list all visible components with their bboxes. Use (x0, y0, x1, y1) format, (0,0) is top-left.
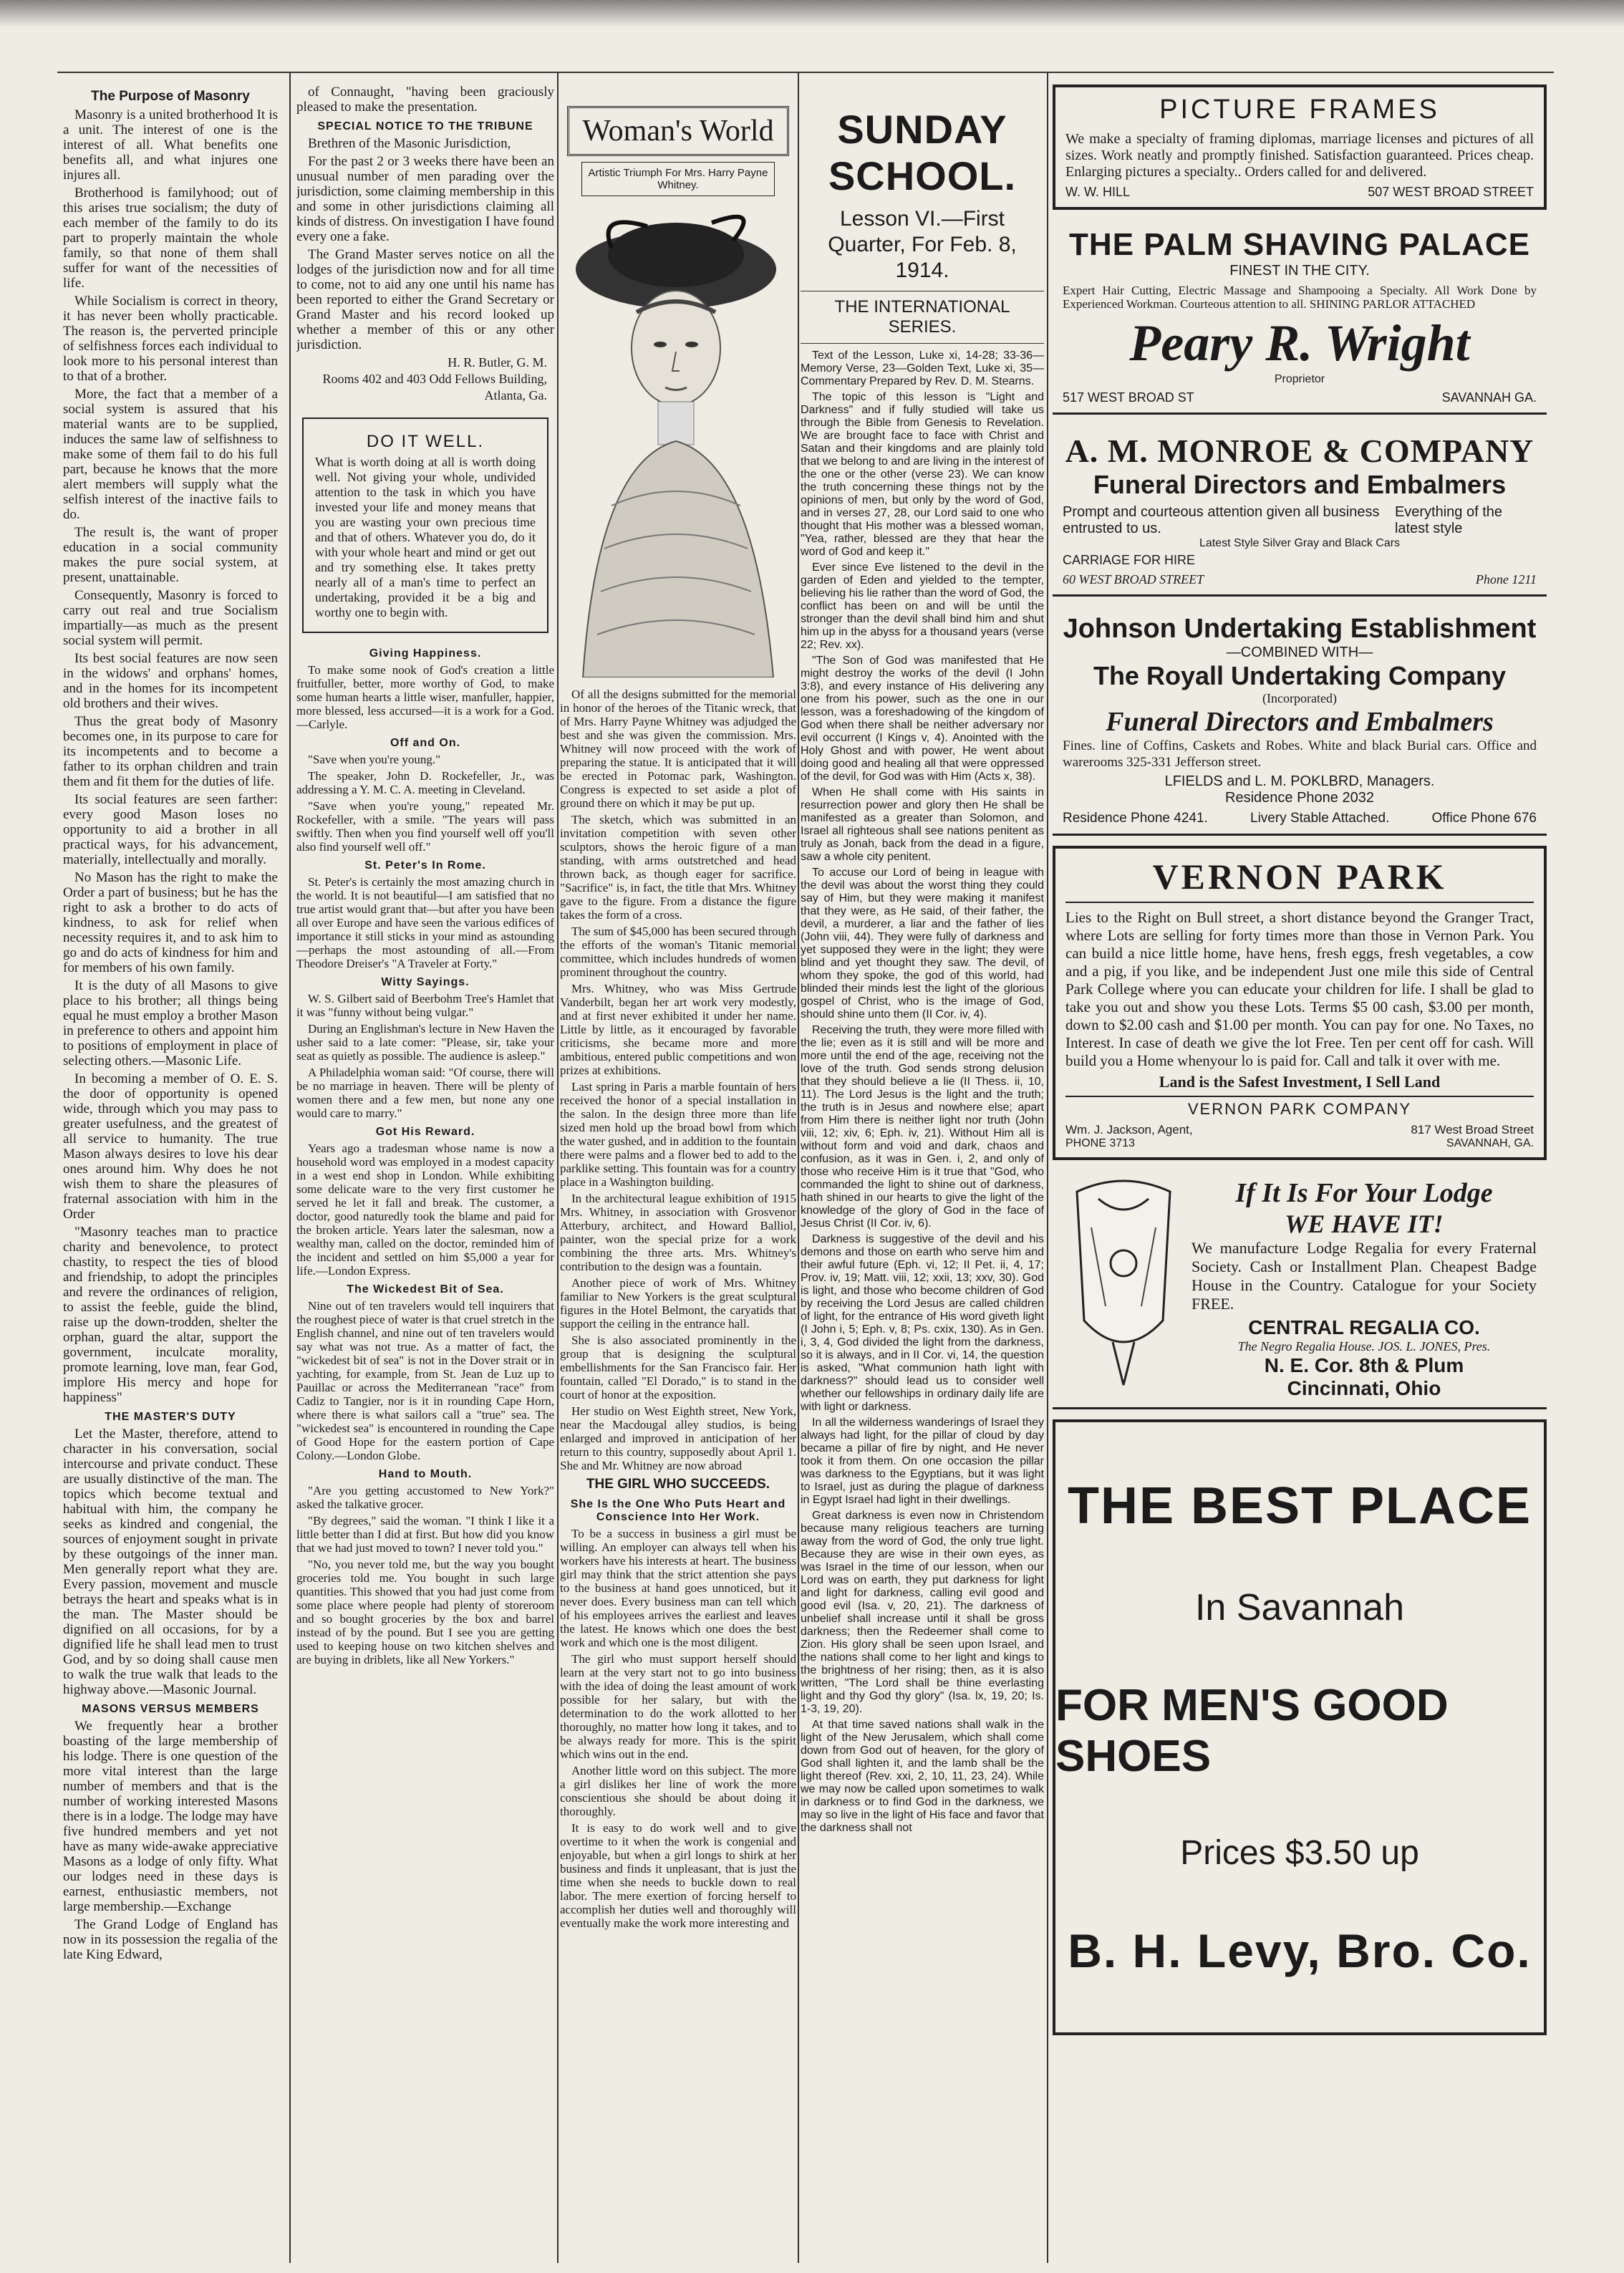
ad-subtitle: Funeral Directors and Embalmers (1106, 707, 1494, 737)
ad-title: PICTURE FRAMES (1159, 95, 1440, 125)
article-body (296, 136, 554, 352)
ad-name: W. W. HILL (1065, 185, 1131, 199)
ad-title: A. M. MONROE & COMPANY (1065, 433, 1534, 469)
ad-text: Latest Style Silver Gray and Black Cars (1199, 537, 1401, 549)
article-body (63, 107, 278, 1405)
vernon-park-ad (1053, 846, 1547, 1160)
article-paragraph: Its social features are seen farther: every good Mason loses no opportunity to aid a brother in all practical ways, for his advancement, materially, intellectually and morally. (63, 792, 278, 867)
ad-tagline: FINEST IN THE CITY. (1229, 263, 1370, 279)
ad-city: Cincinnati, Ohio (1287, 1377, 1441, 1399)
article-paragraph: Ever since Eve listened to the devil in the garden of Eden and yielded to the tempter, believing his lie rather than the word of God, the conflict has been on and will be until the stronger than the devil shall bind him and shut him up in the abyss for a thousand years (verse 22; Rev. xx). (801, 561, 1044, 651)
article-title: THE GIRL WHO SUCCEEDS. (586, 1477, 770, 1492)
ad-address: 817 West Broad Street (1411, 1123, 1534, 1136)
article-paragraph: Last spring in Paris a marble fountain of hers received the honor of a special installation in the salon. In the design three more than life sized men hold up the broad bowl from which the water gushed, and in addition to the fountain there were palms and a flower bed to add to the parklike setting. This fountain was for a country place in a Washington building. (560, 1080, 796, 1189)
ad-city: SAVANNAH GA. (1441, 390, 1537, 405)
ad-address: 60 WEST BROAD STREET (1063, 572, 1204, 587)
box-title: DO IT WELL. (366, 432, 485, 451)
article-subtitle: She Is the One Who Puts Heart and Conscience Into Her Work. (570, 1498, 786, 1523)
ad-phone: Residence Phone 2032 (1225, 790, 1374, 806)
article-paragraph: To be a success in business a girl must be willing. An employer can always tell when his workers have his interests at heart. The business girl may think that the strict attention she pays to the business at hand goes unnoticed, but it never does. Every business man can tell which of his employees arrives the earliest and leaves the latest. He knows which one does the best work and which one is the most diligent. (560, 1527, 796, 1649)
article-paragraph: "Save when you're young," repeated Mr. Rockefeller, with a smile. "The years will pass swiftly. Then when you find yourself well off you'll also find yourself well off." (296, 799, 554, 854)
article-paragraph: The sketch, which was submitted in an invitation competition with seven other sculptors, shows the heroic figure of a man standing, with arms outstretched and head thrown back, as though eager for sacrifice. "Sacrifice" is, in fact, the title that Mrs. Whitney gave to the figure. From a distance the figure takes the form of a cross. (560, 813, 796, 922)
ad-line (1063, 504, 1537, 537)
article-paragraph: Darkness is suggestive of the devil and his demons and those on earth who serve him and their awful future (Eph. vi, 12; II Pet. ii, 4, 17; Prov. iv, 19; Matt. viii, 12; xxii, 13; xxv, 30). God is light, and those who become children of God by receiving the Lord Jesus are called children of light, for the entrance of His word giveth light (I John i, 5; Eph. v, 8; Ps. cxix, 130). As in Gen. i, 3, 4, God divided the light from the darkness, so it is always, and in II Cor. vi, 14, the question is asked, "What communion hath light with darkness?" should lead us to consider well whether our fellowships in ordinary daily life are with light or darkness. (801, 1233, 1044, 1413)
ad-phone: Office Phone 676 (1431, 811, 1537, 826)
series-heading: THE INTERNATIONAL SERIES. (801, 291, 1044, 344)
ad-title: THE PALM SHAVING PALACE (1069, 227, 1530, 262)
womans-world-title: Woman's World (567, 106, 789, 156)
article-paragraph: of Connaught, "having been graciously pleased to make the presentation. (296, 85, 554, 115)
article-paragraph: Masonry is a united brotherhood It is a unit. The interest of one is the interest of all. What benefits one benefits all, and what injures one injures all. (63, 107, 278, 183)
article-paragraph: It is easy to do work well and to give overtime to it when the work is congenial and enjoyable, but when a girl longs to shirk at her business and finds it unpleasant, that is just the time when she needs to buckle down to real labor. The mere exertion of forcing herself to accomplish her duties well and thoroughly will eventually make the work more interesting and (560, 1821, 796, 1930)
article-paragraph: Let the Master, therefore, attend to character in his conversation, social intercourse and private conduct. These are usually distinctive of the man. The topics which become textual and habitual with him, the company he seeks as kindred and congenial, the sources of enjoyment sought in private by these outgoings of the inner man. Men generally report what they are. Every passion, movement and muscle betrays the heart and speaks what is in the man. The Master should be dignified on all occasions, for by a dignified life he shall lead men to trust God, and by so doing shall cause men to walk the true walk that leads to the highway above.—Masonic Journal. (63, 1427, 278, 1697)
column-sunday-school (801, 85, 1044, 2233)
article-paragraph: She is also associated prominently in the group that is designing the sculptural embellishments for the San Francisco fair. Her fountain, called "El Dorado," is to stand in the court of honor at the exposition. (560, 1333, 796, 1401)
article-paragraph: Another piece of work of Mrs. Whitney familiar to New Yorkers is the great sculptural figures in the Hotel Belmont, the caryatids that support the ceiling in the entrance hall. (560, 1276, 796, 1331)
article-paragraph: "Masonry teaches man to practice charity and benevolence, to protect chastity, to respect the ties of blood and friendship, to adopt the principles and revere the ordinances of religion, to assist the feeble, guide the blind, raise up the down-trodden, shelter the orphan, guard the altar, support the government, inculcate morality, promote learning, love man, fear God, implore His mercy and hope for happiness" (63, 1225, 278, 1405)
article-paragraph: For the past 2 or 3 weeks there have been an unusual number of men parading over the jurisdiction, some claiming membership in this and some in other jurisdictions claiming all kinds of distress. On investigation I have found every one a fake. (296, 154, 554, 244)
article-title: Got His Reward. (375, 1126, 475, 1138)
column-advertisements (1053, 85, 1547, 2262)
column-notices (296, 85, 554, 2233)
portrait-illustration (569, 205, 788, 677)
article-paragraph: Its best social features are now seen in the widows' and orphans' homes, and in the homes for its incompetent old brothers and their wives. (63, 651, 278, 711)
lesson-text-reference: Text of the Lesson, Luke xi, 14-28; 33-36—Memory Verse, 23—Golden Text, Luke xi, 35—Commentary Prepared by Rev. D. M. Stearns. (801, 349, 1044, 387)
article-paragraph: More, the fact that a member of a social system is assured that his material wants are to be supplied, induces the same law of selfishness to make some of them fail to do his full part, because he knows that the more alert members will supply what the selfish interest of the inactive fails to do. (63, 387, 278, 522)
levy-shoes-ad (1053, 1419, 1547, 2035)
column-rule (289, 72, 291, 2263)
column-rule (1047, 72, 1048, 2263)
ad-footer (1065, 1123, 1534, 1137)
ad-subtitle: WE HAVE IT! (1285, 1210, 1444, 1238)
ad-text: Livery Stable Attached. (1250, 811, 1390, 826)
ad-address: N. E. Cor. 8th & Plum (1264, 1354, 1464, 1376)
womans-world-subtitle: Artistic Triumph For Mrs. Harry Payne Whitney. (581, 162, 775, 196)
article-paragraph: The topic of this lesson is "Light and Darkness" and if fully studied will take us through the Bible from Genesis to Revelation. We are brought face to face with Christ and Satan and their kingdoms and are plainly told that we belong to and are living in the interest of the one or the other (verse 23). We can know the truth concerning these things not by the opinions of men, but only by the word of God, and in verses 27, 28, our Lord said to one who thought that His mother was a blessed woman, "Yea, rather, blessed are they that hear the word of God and keep it." (801, 391, 1044, 558)
ad-price: Prices $3.50 up (1180, 1833, 1419, 1872)
ad-title: VERNON PARK (1065, 856, 1534, 903)
article-title: SPECIAL NOTICE TO THE TRIBUNE (317, 120, 533, 132)
article-paragraph: When He shall come with His saints in resurrection power and glory then He shall be manifested as a greater than Solomon, and Israel all righteous shall see nations penitent as truly as Jonah, back from the dead in a figure, saw a whole city penitent. (801, 786, 1044, 863)
ad-managers: LFIELDS and L. M. POKLBRD, Managers. (1164, 773, 1435, 789)
column-rule (798, 72, 799, 2263)
article-paragraph: The girl who must support herself should learn at the very start not to go into business with the idea of doing the least amount of work possible for her salary, but with the determination to do the work allotted to her thoroughly, no matter how long it takes, and to be always ready for more. This is the spirit which wins out in the end. (560, 1652, 796, 1761)
article-title: Giving Happiness. (369, 647, 482, 660)
proprietor-label: Proprietor (1274, 373, 1325, 385)
ad-subtitle: The Royall Undertaking Company (1093, 661, 1507, 690)
column-masonry (63, 85, 278, 2233)
article-title: Off and On. (390, 737, 461, 749)
article-paragraph: Brethren of the Masonic Jurisdiction, (308, 136, 511, 151)
box-paragraph: What is worth doing at all is worth doing well. Not giving your whole, undivided attention to the task in which you have invested your life and money means that you are wasting your own precious time and that of others. Whatever you do, do it with your whole heart and mind or get out and try something else. It takes pretty nearly all of a man's time to perfect an undertaking, provided it be a big and worthy one to begin with. (315, 455, 536, 619)
ad-title: If It Is For Your Lodge (1235, 1178, 1493, 1208)
article-paragraph: "Are you getting accustomed to New York?" asked the talkative grocer. (296, 1484, 554, 1511)
ad-text: Prompt and courteous attention given all business entrusted to us. (1063, 504, 1380, 536)
article-paragraph: Nine out of ten travelers would tell inquirers that the roughest piece of water is that cruel stretch in the English channel, and nine out of ten travelers would say what was not true. As a matter of fact, the "wickedest bit of sea" is not in the Dover strait or in yachting, for example, from St. Jean de Luz up to Pauillac or across the Mediterranean "race" from Cadiz to Tangier, nor is it in rounding Cape Horn, where there is what sailors call a "true" sea. The "wickedest sea" is encountered in rounding the Cape of Good Hope for the eastern portion of Cape Colony.—London Globe. (296, 1299, 554, 1462)
article-body (296, 753, 554, 854)
ad-product: FOR MEN'S GOOD SHOES (1055, 1681, 1449, 1782)
ad-company: CENTRAL REGALIA CO. (1248, 1316, 1480, 1338)
article-paragraph: Thus the great body of Masonry becomes one, in its purpose to care for its incompetents and to become a father to its orphan children and train them and fit them for the duties of life. (63, 714, 278, 789)
article-paragraph: At that time saved nations shall walk in the light of the New Jerusalem, which shall come down from God out of heaven, for the glory of God shall lighten it, and the lamb shall be the light thereof (Rev. xxi, 2, 10, 11, 23, 24). While we may now be called upon sometimes to walk in darkness or to find God in the darkness, we may so live in the light of His face and favor that the darkness shall not (801, 1719, 1044, 1834)
article-paragraph: It is the duty of all Masons to give place to his brother; all things being equal he must employ a brother Mason in preference to others and appoint him to positions of employment in place of selecting others.—Masonic Life. (63, 978, 278, 1068)
article-body (560, 687, 796, 1472)
city: Atlanta, Ga. (484, 388, 547, 402)
article-paragraph: During an Englishman's lecture in New Haven the usher said to a late comer: "Please, sir, take your seat as quietly as possible. The audience is asleep." (296, 1022, 554, 1063)
article-title: Witty Sayings. (381, 976, 470, 988)
article-paragraph: The Grand Master serves notice on all the lodges of the jurisdiction now and for all time to come, not to aid any one until his name has been reported to either the Grand Secretary or Grand Master and his record looked up whether a member of this or any other jurisdiction. (296, 247, 554, 352)
ad-footer (1063, 572, 1537, 587)
article-title: THE MASTER'S DUTY (105, 1411, 236, 1423)
ad-text: We make a specialty of framing diplomas, marriage licenses and pictures of all sizes. Work neatly and promptly finished. Satisfaction guaranteed. Prices cheap. Enlarging pictures a specialty.. Orders called for and delivered. (1065, 131, 1534, 180)
picture-frames-ad (1053, 85, 1547, 210)
ad-subheadline: In Savannah (1194, 1587, 1405, 1629)
monroe-funeral-ad (1053, 425, 1547, 597)
top-rule (57, 72, 1554, 73)
article-title: MASONS VERSUS MEMBERS (82, 1703, 259, 1715)
article-paragraph: "The Son of God was manifested that He might destroy the works of the devil (I John 3:8), and every instance of His delivering any one from his power, such as the one in our lesson, was a foreshadowing of the kingdom of God when there shall be neither adversary nor evil occurrent (I Kings v, 4). Anointed with the Holy Ghost and with power, He went about doing good and healing all that were oppressed of the devil, for God was with Him (Acts x, 38). (801, 655, 1044, 783)
ad-text: CARRIAGE FOR HIRE (1063, 553, 1196, 567)
lesson-heading: Lesson VI.—First Quarter, For Feb. 8, 1914. (828, 207, 1017, 282)
ad-city: SAVANNAH, GA. (1446, 1137, 1534, 1149)
palm-shaving-palace-ad (1053, 220, 1547, 415)
johnson-undertaking-ad (1053, 607, 1547, 836)
ad-subtitle: Funeral Directors and Embalmers (1093, 470, 1507, 499)
ad-text: Fines. line of Coffins, Caskets and Robes. White and black Burial cars. Office and warerooms 325-331 Jefferson street. (1063, 738, 1537, 770)
article-paragraph: "No, you never told me, but the way you bought groceries told me. You bought in such large quantities. This showed that you had just come from some place where people had plenty of storeroom and so bought groceries by the box and barrel instead of by the pound. But I see you are getting used to keeping house on two kitchen shelves and are buying in driblets, like all New Yorkers." (296, 1558, 554, 1666)
scan-edge (0, 0, 1624, 27)
article-paragraph: We frequently hear a brother boasting of the large membership of his lodge. There is one question of the more vital interest than the large number of members and that is the number of working interested Masons there is in a lodge. The lodge may have five hundred members and yet not have as many wide-awake appreciative Masons as a lodge of only fifty. What our lodges need in these days is earnest, enthusiastic members, not large membership.—Exchange (63, 1719, 278, 1914)
ad-footer (1063, 811, 1537, 826)
article-paragraph: "Save when you're young." (308, 753, 441, 766)
article-paragraph: In all the wilderness wanderings of Israel they always had light, for the pillar of cloud by day became a pillar of fire by night, and He never took it from them. On one occasion the pillar was darkness to the Egyptians, but it was light to Israel, just as during the plague of darkness in Egypt Israel had light in their dwellings. (801, 1417, 1044, 1506)
central-regalia-ad (1053, 1170, 1547, 1409)
article-paragraph: Great darkness is even now in Christendom because many religious teachers are turning away from the word of God, the only true light. Because they are wise in their own eyes, as was Israel in the time of our lesson, when our Lord was on earth, they put darkness for light and light for darkness, calling evil good and good evil (Isa. v, 20, 21). The darkness of unbelief shall increase until it shall be gross darkness; then the Redeemer shall come to Zion. His glory shall be seen upon Israel, and the nations shall come to her light and kings to the brightness of her rising; then, as it is also written, "The Lord shall be thine everlasting light and thy God thy glory" (Isa. lx, 19, 20; Is. 1-3, 19, 20). (801, 1510, 1044, 1715)
article-paragraph: Of all the designs submitted for the memorial in honor of the heroes of the Titanic wreck, that of Mrs. Harry Payne Whitney was adjudged the best and she was given the commission. Mrs. Whitney will now proceed with the work of preparing the statue. It is anticipated that it will be erected in Potomac park, Washington. Congress is expected to set aside a plot of ground there on which it may be put up. (560, 687, 796, 810)
article-paragraph: In becoming a member of O. E. S. the door of opportunity is opened wide, through which you may pass to greater usefulness, and the greatest of all service to humanity. The true Mason always desires to love his dear ones around him. Why does he not wish them to share the pleasures of fraternal association with him in the Order (63, 1071, 278, 1222)
article-paragraph: "By degrees," said the woman. "I think I like it a little better than I did at first. But how did you know that we had just moved to town? I never told you." (296, 1514, 554, 1555)
ad-text: Expert Hair Cutting, Electric Massage and Shampooing a Specialty. All Work Done by Experienced Workman. Courteous attention to all. SHINING PARLOR ATTACHED (1063, 284, 1537, 311)
article-paragraph: In the architectural league exhibition of 1915 Mrs. Whitney, in association with Grosvenor Atterbury, architect, and Howard Balliol, painter, won the special prize for a work combining the three arts. Mrs. Whitney's contribution to the design was a fountain. (560, 1192, 796, 1273)
address: Rooms 402 and 403 Odd Fellows Building, (322, 372, 547, 386)
article-body (296, 992, 554, 1120)
ad-address: 507 WEST BROAD STREET (1368, 185, 1534, 199)
article-title: St. Peter's In Rome. (364, 859, 486, 872)
article-paragraph: Brotherhood is familyhood; out of this arises true socialism; the duty of each member of the family to do its part to properly maintain the whole family, so that none of them shall suffer for want of the necessities of life. (63, 185, 278, 291)
article-title: Hand to Mouth. (378, 1468, 473, 1480)
article-title: The Purpose of Masonry (91, 89, 250, 104)
ad-company: VERNON PARK COMPANY (1065, 1096, 1534, 1119)
article-paragraph: A Philadelphia woman said: "Of course, there will be no marriage in heaven. There will be plenty of women there and a few men, but none any one would care to marry." (296, 1066, 554, 1120)
ad-phone: Phone 1211 (1475, 572, 1537, 587)
article-paragraph: Her studio on West Eighth street, New York, near the Macdougal alley studios, is being enlarged and improved in anticipation of her return to this country, supposedly about April 1. She and Mr. Whitney are now abroad (560, 1404, 796, 1472)
column-womans-world (560, 85, 796, 2233)
article-paragraph: While Socialism is correct in theory, it has never been wholly practicable. The reason is, the perverted principle of selfishness forces each individual to look more to his personal interest than to that of a brother. (63, 294, 278, 384)
article-paragraph: Years ago a tradesman whose name is now a household word was employed in a modest capacity in a west end shop in London. While exhibiting some delicate ware to the very first customer he served he let it fall and break. The customer, a doctor, good naturedly took the blame and paid for the broken article. Years later the salesman, now a wealthy man, called on the doctor, reminded him of the incident and settled on him $5,000 a year for life.—London Express. (296, 1142, 554, 1278)
article-paragraph: The result is, the want of proper education in a social community makes the pure social system, at present, unattainable. (63, 525, 278, 585)
column-rule (557, 72, 559, 2263)
article-paragraph: To accuse our Lord of being in league with the devil was about the worst thing they could say of Him, but they were making it manifest that they were, as He said, of their father, the devil, a murderer, a liar and the father of lies (John viii, 44). They were fully of darkness and yet supposed they were in the light; they were blind and yet thought they saw. The devil, of whom they spoke, the god of this world, had blinded their minds lest the light of the glorious gospel of Christ, who is the image of God, should shine unto them (II Cor. iv, 4). (801, 867, 1044, 1020)
ad-text: We manufacture Lodge Regalia for every Fraternal Society. Cash or Installment Plan. Cheapest Badge House in the Country. Catalogue for your Society FREE. (1192, 1239, 1537, 1313)
article-paragraph: St. Peter's is certainly the most amazing church in the world. It is not beautiful—I am satisfied that no true artist would grant that—but after you have been all over Europe and have seen the various edifices of importance it still sticks in your mind as astounding—perhaps the most astounding of all.—From Theodore Dreiser's "A Traveler at Forty." (296, 875, 554, 970)
ad-motto: Land is the Safest Investment, I Sell Land (1159, 1073, 1441, 1091)
article-paragraph: Receiving the truth, they were more filled with the lie; even as it is still and will be more and more until the end of the age, receiving not the love of the truth. God sends strong delusion that they should believe a lie (II Thess. ii, 10, 11). The Lord Jesus is the light and the truth; the truth is in Jesus and nowhere else; apart from Him there is neither light nor truth (John viii, 12; xiv, 6; Eph. iv, 21). Without Him all is without form and void and dark, chaos and confusion, as it was in Gen. i, 2, and only of those who receive Him is it true that "God, who commanded the light to shine out of darkness, hath shined in our hearts to give the light of the knowledge of the glory of God in the face of Jesus Christ (II Cor. iv, 6). (801, 1024, 1044, 1230)
article-paragraph: Another little word on this subject. The more a girl dislikes her line of work the more conscientious she should be about doing it thoroughly. (560, 1764, 796, 1818)
article-paragraph: The Grand Lodge of England has now in its possession the regalia of the late King Edward, (63, 1917, 278, 1962)
ad-footer (1063, 390, 1537, 405)
ad-phone: PHONE 3713 (1065, 1137, 1135, 1149)
ad-address: 517 WEST BROAD ST (1063, 390, 1194, 405)
article-paragraph: W. S. Gilbert said of Beerbohm Tree's Hamlet that it was "funny without being vulgar." (296, 992, 554, 1019)
ad-company: B. H. Levy, Bro. Co. (1068, 1924, 1532, 1978)
ad-text: Lies to the Right on Bull street, a short distance beyond the Granger Tract, where Lots are selling for forty times more than those in Vernon Park. You can build a nice little home, have hens, fresh eggs, fresh vegetables, a cow and a pig, if you like, and be independent Just one mile this side of Central Park College where you can educate your children for life. I shall be glad to take you out and show you these Lots. Terms $5 00 cash, $3.00 per month, down to $2.00 cash and $1.00 per month. You can pay for one. No Taxes, no Interest. In case of death we give the lot Free. Ten per cent off for cash. Will build you a Home whenyour lo is paid for. Call and talk it over with me. (1065, 909, 1534, 1069)
article-paragraph: The sum of $45,000 has been secured through the efforts of the woman's Titanic memorial committee, which includes hundreds of women prominent throughout the country. (560, 925, 796, 979)
article-paragraph: No Mason has the right to make the Order a part of business; but he has the right to ask a brother to do acts of kindness, to ask for relief when necessity requires it, and to ask him to go and do acts of kindness for him and for members of his own family. (63, 870, 278, 975)
signature: H. R. Butler, G. M. (448, 355, 547, 370)
ad-footer (1065, 185, 1534, 200)
regalia-collar-icon (1063, 1177, 1184, 1392)
article-paragraph: Consequently, Masonry is forced to carry out real and true Socialism impartially—as much as the present social system will permit. (63, 588, 278, 648)
article-body (801, 391, 1044, 1835)
ad-title: Johnson Undertaking Establishment (1063, 614, 1537, 644)
ad-agent: Wm. J. Jackson, Agent, (1065, 1123, 1193, 1136)
article-body (296, 1484, 554, 1666)
ad-headline: THE BEST PLACE (1067, 1477, 1532, 1535)
article-paragraph: Mrs. Whitney, who was Miss Gertrude Vanderbilt, began her art work very modestly, and at first never exhibited it under her name. Little by little, as it encouraged by favorable criticisms, she became more and more ambitious, entered public competitions and won prizes at exhibitions. (560, 982, 796, 1077)
ad-footer (1065, 1137, 1534, 1150)
ad-text: (Incorporated) (1262, 691, 1337, 705)
proprietor-name: Peary R. Wright (1129, 314, 1470, 372)
article-title: The Wickedest Bit of Sea. (347, 1283, 504, 1295)
ad-text: Everything of the latest style (1394, 504, 1503, 536)
article-paragraph: The speaker, John D. Rockefeller, Jr., was addressing a Y. M. C. A. meeting in Cleveland. (296, 769, 554, 796)
sunday-school-title: SUNDAY SCHOOL. (828, 107, 1017, 198)
woman-portrait-icon (569, 205, 788, 677)
article-paragraph: To make some nook of God's creation a little fruitfuller, better, more worthy of God, to make some human hearts a little wiser, manfuller, happier, more blessed, less accursed—it is a work for a God.—Carlyle. (296, 663, 554, 731)
ad-tagline: The Negro Regalia House. JOS. L. JONES, Pres. (1237, 1339, 1491, 1353)
ad-text: —COMBINED WITH— (1226, 645, 1373, 660)
article-body (560, 1527, 796, 1930)
ad-phone: Residence Phone 4241. (1063, 811, 1208, 826)
do-it-well-box (302, 418, 548, 633)
